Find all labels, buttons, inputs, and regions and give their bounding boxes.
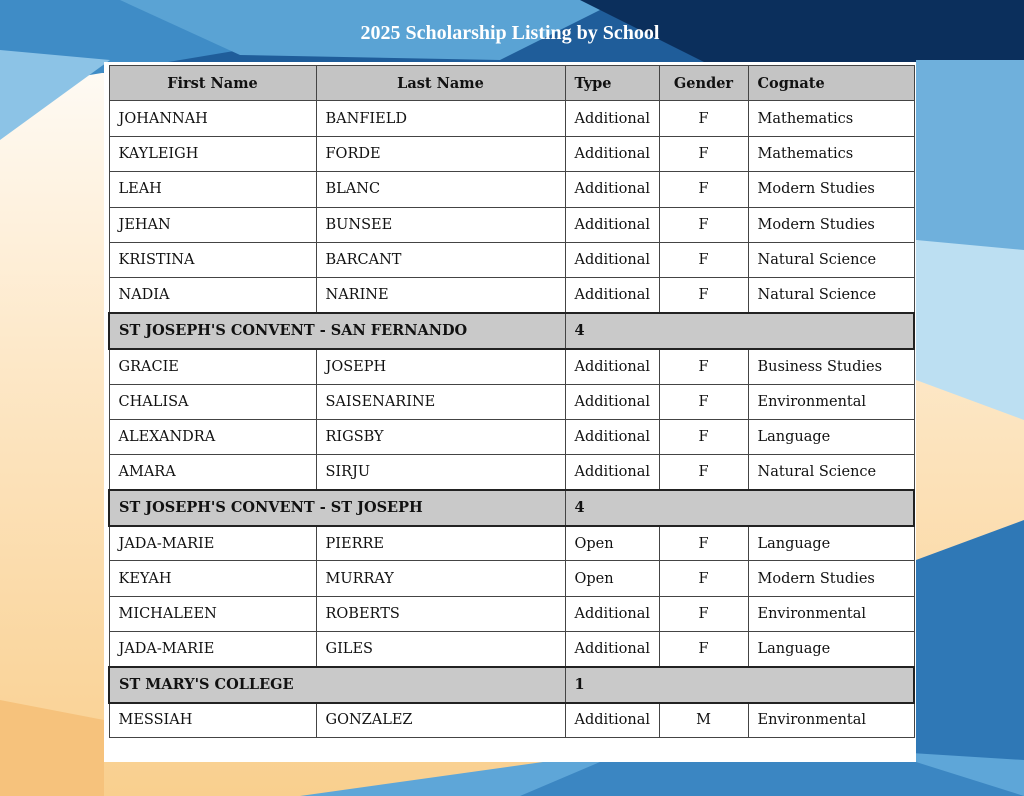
cognate-cell: Natural Science (748, 278, 914, 313)
gender-cell: F (659, 242, 748, 277)
cognate-cell: Environmental (748, 384, 914, 419)
gender-cell: F (659, 419, 748, 454)
col-header-first-name: First Name (109, 66, 316, 101)
first-name-cell: GRACIE (109, 349, 316, 384)
gender-cell: F (659, 278, 748, 313)
last-name-cell: BARCANT (316, 242, 565, 277)
table-row (109, 278, 914, 313)
first-name-cell: JEHAN (109, 207, 316, 242)
last-name-cell: FORDE (316, 136, 565, 171)
scholarship-table (108, 65, 915, 738)
last-name-cell: RIGSBY (316, 419, 565, 454)
type-cell: Additional (565, 632, 659, 667)
gender-cell: F (659, 455, 748, 490)
school-count: 4 (565, 313, 914, 348)
cognate-cell: Language (748, 632, 914, 667)
type-cell: Additional (565, 101, 659, 136)
type-cell: Additional (565, 136, 659, 171)
table-row (109, 172, 914, 207)
first-name-cell: KAYLEIGH (109, 136, 316, 171)
first-name-cell: CHALISA (109, 384, 316, 419)
type-cell: Additional (565, 596, 659, 631)
table-row (109, 207, 914, 242)
cognate-cell: Environmental (748, 596, 914, 631)
school-group-row (109, 490, 914, 525)
gender-cell: M (659, 703, 748, 738)
last-name-cell: ROBERTS (316, 596, 565, 631)
type-cell: Additional (565, 419, 659, 454)
cognate-cell: Business Studies (748, 349, 914, 384)
header-row (109, 66, 914, 101)
school-name: ST JOSEPH'S CONVENT - SAN FERNANDO (109, 313, 565, 348)
type-cell: Additional (565, 242, 659, 277)
table-row (109, 242, 914, 277)
table-row (109, 101, 914, 136)
type-cell: Additional (565, 172, 659, 207)
first-name-cell: KEYAH (109, 561, 316, 596)
type-cell: Additional (565, 703, 659, 738)
table-row (109, 349, 914, 384)
cognate-cell: Mathematics (748, 101, 914, 136)
col-header-last-name: Last Name (316, 66, 565, 101)
table-row (109, 455, 914, 490)
type-cell: Additional (565, 278, 659, 313)
table-row (109, 632, 914, 667)
first-name-cell: JADA-MARIE (109, 526, 316, 561)
last-name-cell: GILES (316, 632, 565, 667)
type-cell: Additional (565, 455, 659, 490)
first-name-cell: KRISTINA (109, 242, 316, 277)
gender-cell: F (659, 101, 748, 136)
school-count: 1 (565, 667, 914, 702)
school-count: 4 (565, 490, 914, 525)
page-title: 2025 Scholarship Listing by School (360, 22, 660, 44)
table-row (109, 561, 914, 596)
col-header-gender: Gender (659, 66, 748, 101)
first-name-cell: LEAH (109, 172, 316, 207)
gender-cell: F (659, 632, 748, 667)
gender-cell: F (659, 596, 748, 631)
school-name: ST JOSEPH'S CONVENT - ST JOSEPH (109, 490, 565, 525)
cognate-cell: Modern Studies (748, 207, 914, 242)
first-name-cell: NADIA (109, 278, 316, 313)
gender-cell: F (659, 561, 748, 596)
table-row (109, 703, 914, 738)
table-row (109, 596, 914, 631)
first-name-cell: AMARA (109, 455, 316, 490)
table-row (109, 136, 914, 171)
gender-cell: F (659, 172, 748, 207)
last-name-cell: JOSEPH (316, 349, 565, 384)
cognate-cell: Modern Studies (748, 561, 914, 596)
school-group-row (109, 313, 914, 348)
cognate-cell: Natural Science (748, 455, 914, 490)
col-header-cognate: Cognate (748, 66, 914, 101)
last-name-cell: PIERRE (316, 526, 565, 561)
gender-cell: F (659, 349, 748, 384)
table-row (109, 384, 914, 419)
first-name-cell: ALEXANDRA (109, 419, 316, 454)
last-name-cell: BUNSEE (316, 207, 565, 242)
first-name-cell: JADA-MARIE (109, 632, 316, 667)
cognate-cell: Language (748, 419, 914, 454)
school-group-row (109, 667, 914, 702)
last-name-cell: GONZALEZ (316, 703, 565, 738)
cognate-cell: Modern Studies (748, 172, 914, 207)
last-name-cell: NARINE (316, 278, 565, 313)
type-cell: Additional (565, 384, 659, 419)
type-cell: Additional (565, 207, 659, 242)
cognate-cell: Language (748, 526, 914, 561)
last-name-cell: BANFIELD (316, 101, 565, 136)
last-name-cell: BLANC (316, 172, 565, 207)
cognate-cell: Mathematics (748, 136, 914, 171)
table-row (109, 419, 914, 454)
gender-cell: F (659, 207, 748, 242)
gender-cell: F (659, 526, 748, 561)
first-name-cell: MICHALEEN (109, 596, 316, 631)
table-row (109, 526, 914, 561)
first-name-cell: MESSIAH (109, 703, 316, 738)
cognate-cell: Natural Science (748, 242, 914, 277)
type-cell: Open (565, 561, 659, 596)
gender-cell: F (659, 384, 748, 419)
last-name-cell: SAISENARINE (316, 384, 565, 419)
gender-cell: F (659, 136, 748, 171)
type-cell: Open (565, 526, 659, 561)
cognate-cell: Environmental (748, 703, 914, 738)
first-name-cell: JOHANNAH (109, 101, 316, 136)
last-name-cell: MURRAY (316, 561, 565, 596)
school-name: ST MARY'S COLLEGE (109, 667, 565, 702)
last-name-cell: SIRJU (316, 455, 565, 490)
type-cell: Additional (565, 349, 659, 384)
col-header-type: Type (565, 66, 659, 101)
